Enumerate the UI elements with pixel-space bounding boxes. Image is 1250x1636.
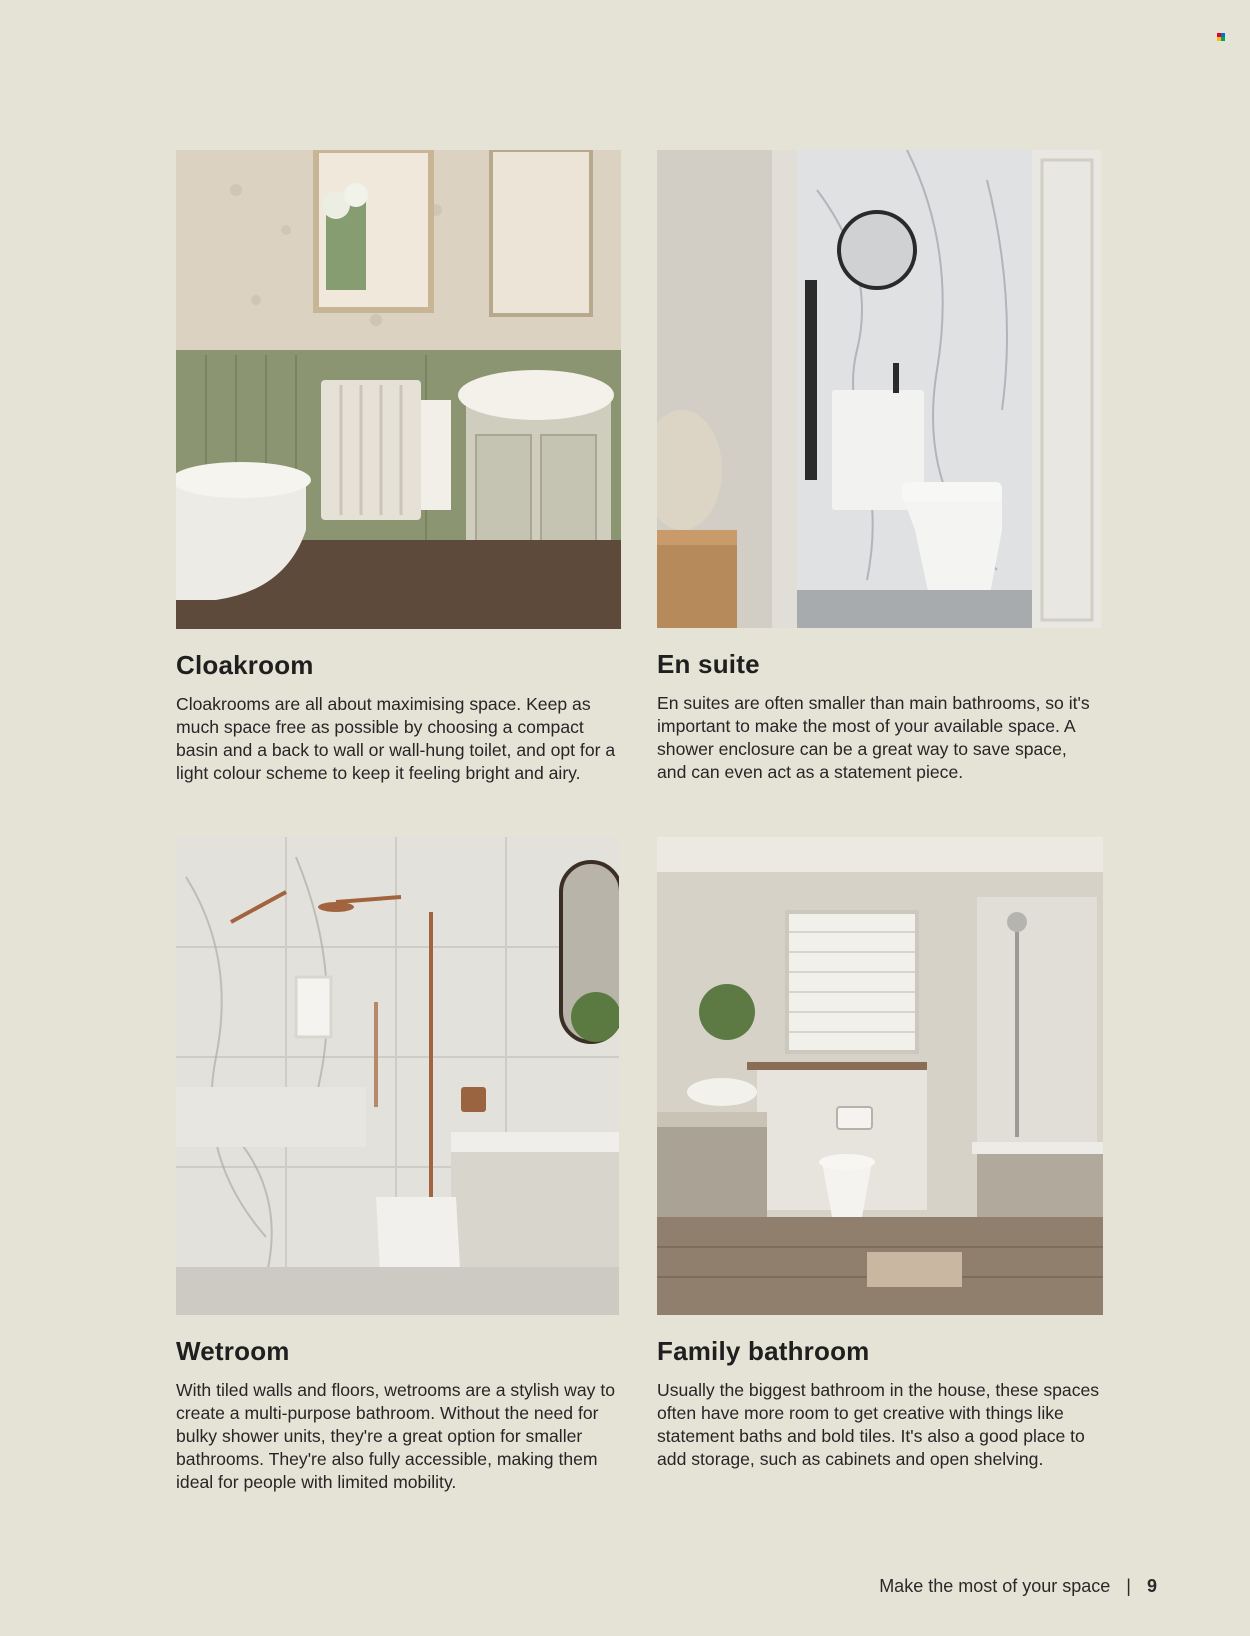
- page-footer: [879, 1576, 1157, 1597]
- wetroom-body: With tiled walls and floors, wetrooms are a stylish way to create a multi-purpose bathroom. Without the need for bulky shower units, they're a great option for smaller bathrooms. They're also fully accessible, making them ideal for people with limited mobility.: [176, 1380, 616, 1492]
- cloakroom-section: [176, 150, 621, 785]
- en-suite-photo: [657, 150, 1101, 628]
- cloakroom-photo: [176, 150, 621, 629]
- footer-separator: |: [1126, 1576, 1131, 1596]
- family-bathroom-photo: [657, 837, 1103, 1315]
- page-number: 9: [1146, 1576, 1157, 1596]
- wetroom-section: [176, 837, 619, 1494]
- family-bathroom-body: Usually the biggest bathroom in the house, these spaces often have more room to get creative with things like statement baths and bold tiles. It's also a good place to add storage, such as cabinets and open shelving.: [657, 1380, 1100, 1469]
- family-bathroom-heading: Family bathroom: [657, 1336, 870, 1366]
- cloakroom-heading: Cloakroom: [176, 650, 314, 680]
- footer-title: Make the most of your space: [879, 1576, 1111, 1596]
- en-suite-body: En suites are often smaller than main bathrooms, so it's important to make the most of your available space. A shower enclosure can be a great way to save space, and can even act as a statement piece.: [657, 693, 1090, 782]
- family-bathroom-section: [657, 837, 1103, 1471]
- wetroom-heading: Wetroom: [176, 1336, 290, 1366]
- en-suite-heading: En suite: [657, 649, 760, 679]
- wetroom-photo: [176, 837, 619, 1315]
- en-suite-section: [657, 150, 1101, 784]
- brand-logo-icon: [1217, 33, 1225, 41]
- cloakroom-body: Cloakrooms are all about maximising space. Keep as much space free as possible by choosing a compact basin and a back to wall or wall-hung toilet, and opt for a light colour scheme to keep it feeling bright and airy.: [176, 694, 616, 783]
